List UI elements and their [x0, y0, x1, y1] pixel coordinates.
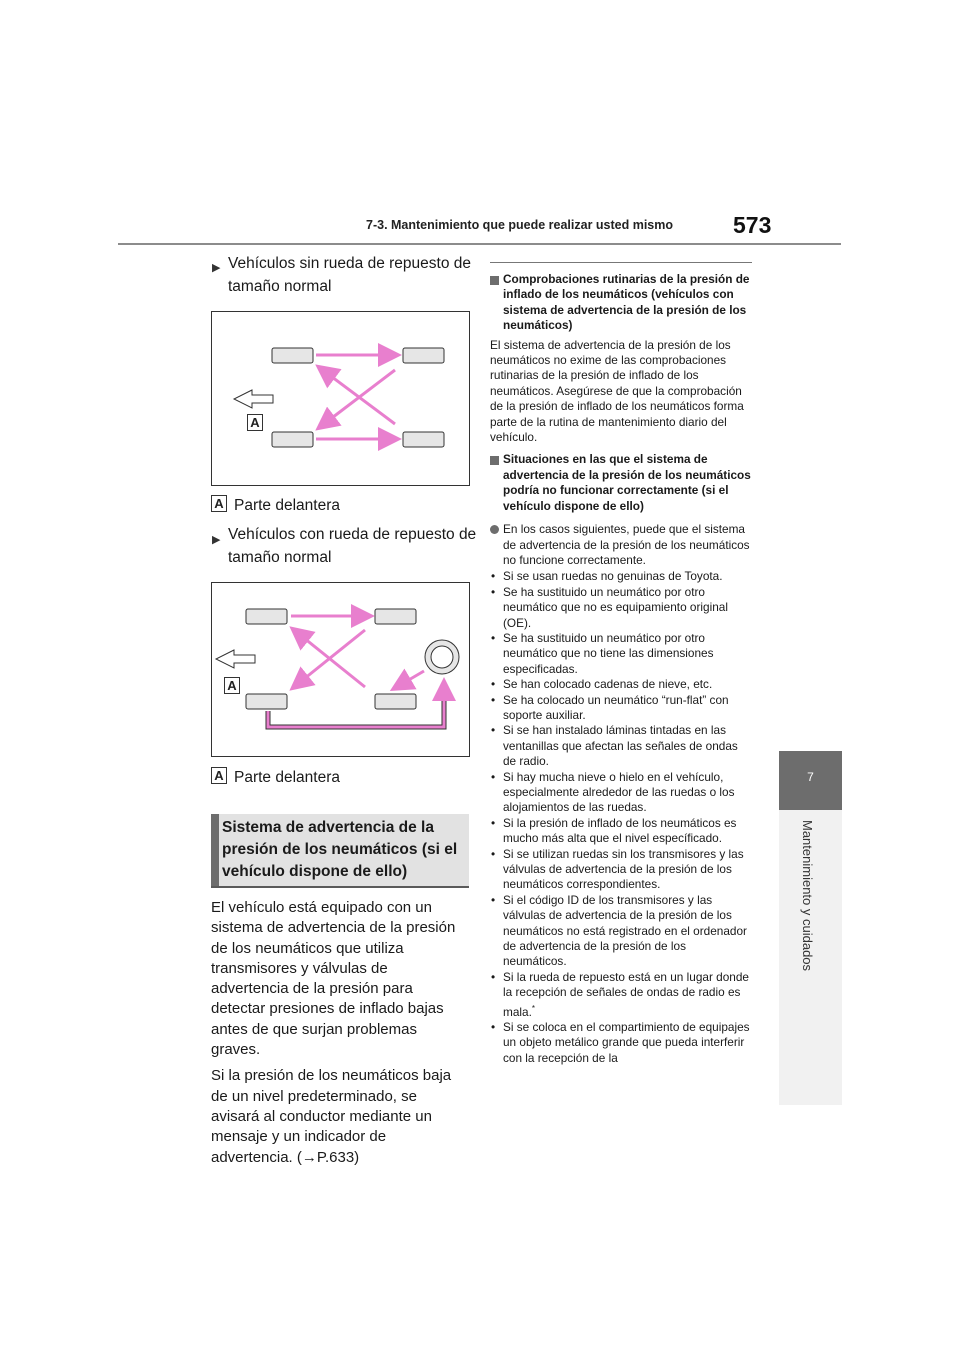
list-item: • Se han colocado cadenas de nieve, etc.	[491, 677, 713, 692]
right-rule	[490, 262, 752, 263]
label-a-box: A	[224, 677, 240, 694]
list-item: • Si se han instalado láminas tintadas en las ventanillas que afectan las señales de ondas de radio.	[491, 723, 738, 769]
paragraph-2: Si la presión de los neumáticos baja de un nivel predeterminado, se avisará al conductor mediante un mensaje y un indicador de advertencia. (→P.633)	[211, 1067, 452, 1166]
item2-line2: tamaño normal	[228, 549, 332, 566]
reference-arrow-icon: →	[301, 1148, 317, 1166]
rotation-svg	[212, 312, 469, 485]
left-body	[211, 898, 469, 1174]
tire-rear-left	[403, 348, 444, 363]
subsection-2-heading: Situaciones en las que el sistema de advertencia de la presión de los neumáticos podría no funcionar correctamente (si el vehículo dispone de ello)	[490, 452, 752, 514]
square-bullet-icon	[490, 276, 499, 285]
tire-rear-right	[403, 432, 444, 447]
tire-rotation-diagram-no-spare	[211, 311, 470, 486]
tire-front-right	[246, 694, 287, 709]
list-item: • Si la rueda de repuesto está en un lugar donde la recepción de señales de ondas de radio es mala.*	[491, 969, 749, 1019]
list-item: • Se ha colocado un neumático “run-flat” con soporte auxiliar.	[491, 692, 729, 722]
triangle-bullet-icon: ▶	[212, 534, 221, 546]
section-heading-bar	[211, 814, 219, 886]
page-number: 573	[733, 212, 772, 238]
caption2: Parte delantera	[234, 769, 340, 786]
subsection-1-heading: Comprobaciones rutinarias de la presión de inflado de los neumáticos (vehículos con sistema de advertencia de la presión de los neumáticos)	[490, 272, 752, 334]
tire-front-left	[272, 348, 313, 363]
list-item: • Si se usan ruedas no genuinas de Toyota.	[491, 569, 723, 584]
arrow-diag-down	[320, 370, 395, 427]
page-reference: P.633)	[316, 1148, 360, 1166]
circle-bullet-icon	[490, 525, 499, 534]
arrow-to-spare	[268, 683, 444, 727]
list-item: • Si hay mucha nieve o hielo en el vehículo, especialmente alrededor de las ruedas o los alojamientos de las ruedas.	[491, 769, 735, 815]
caption1-letter: A	[211, 495, 227, 512]
tire-front-right	[272, 432, 313, 447]
tire-rotation-diagram-with-spare	[211, 582, 470, 757]
list-item: • Si la presión de inflado de los neumáticos es mucho más alta que el nivel específicado.	[491, 815, 737, 846]
caption2-letter: A	[211, 767, 227, 784]
chapter-title: Mantenimiento y cuidados	[800, 820, 815, 972]
item2-line1: Vehículos con rueda de repuesto de	[228, 526, 477, 543]
item1-line1: Vehículos sin rueda de repuesto de	[228, 255, 472, 272]
paragraph-1: El vehículo está equipado con un sistema de advertencia de la presión de los neumáticos que utiliza transmisores y válvulas de advertencia de la presión para detectar presiones de inflado bajas antes de que surjan problemas graves.	[211, 899, 456, 1059]
section-heading-block	[211, 814, 469, 888]
intro-item: En los casos siguientes, puede que el sistema de advertencia de la presión de los neumáticos no funcione correctamente.	[490, 522, 752, 568]
tire-rear-left	[375, 609, 416, 624]
front-direction-arrow-icon	[216, 650, 255, 668]
tire-rear-right	[375, 694, 416, 709]
list-item: • Si se utilizan ruedas sin los transmisores y las válvulas de advertencia de la presión de los neumáticos correspondientes.	[491, 846, 744, 892]
arrow-diag-up	[320, 368, 395, 424]
right-column	[490, 262, 752, 1066]
list-item: • Se ha sustituido un neumático por otro neumático que no tiene las dimensiones especificadas.	[491, 630, 714, 676]
arrow-spare	[395, 671, 424, 688]
triangle-bullet-icon: ▶	[212, 262, 221, 274]
list-item: • Se ha sustituido un neumático por otro neumático que no es equipamiento original (OE).	[491, 584, 728, 630]
caption1: Parte delantera	[234, 497, 340, 514]
tire-front-left	[246, 609, 287, 624]
header-rule	[118, 243, 841, 245]
footnote-mark: *	[531, 1003, 535, 1013]
list-item: • Si el código ID de los transmisores y las válvulas de advertencia de la presión de los neumáticos no está registrado en el ordenador de advertencia de la presión de los neumáticos.	[491, 892, 747, 969]
list-item: • Si se coloca en el compartimiento de equipajes un objeto metálico grande que pueda interferir con la recepción de la	[491, 1020, 750, 1065]
section-header: 7-3. Mantenimiento que puede realizar usted mismo	[366, 218, 674, 232]
subsection-1-body: El sistema de advertencia de la presión de los neumáticos no exime de las comprobaciones rutinarias de la presión de inflado de los neumáticos. Asegúrese de que la comprobación de la presión de inflado de los neumáticos forma parte de la rutina de mantenimiento diario del vehículo.	[490, 337, 744, 445]
label-a-box: A	[247, 414, 263, 431]
section-title: Sistema de advertencia de la presión de los neumáticos (si el vehículo dispone de ello)	[222, 819, 458, 880]
rotation-svg-spare	[212, 583, 469, 756]
item1-line2: tamaño normal	[228, 278, 332, 295]
front-direction-arrow-icon	[234, 390, 273, 408]
square-bullet-icon	[490, 456, 499, 465]
chapter-number: 7	[807, 770, 814, 784]
